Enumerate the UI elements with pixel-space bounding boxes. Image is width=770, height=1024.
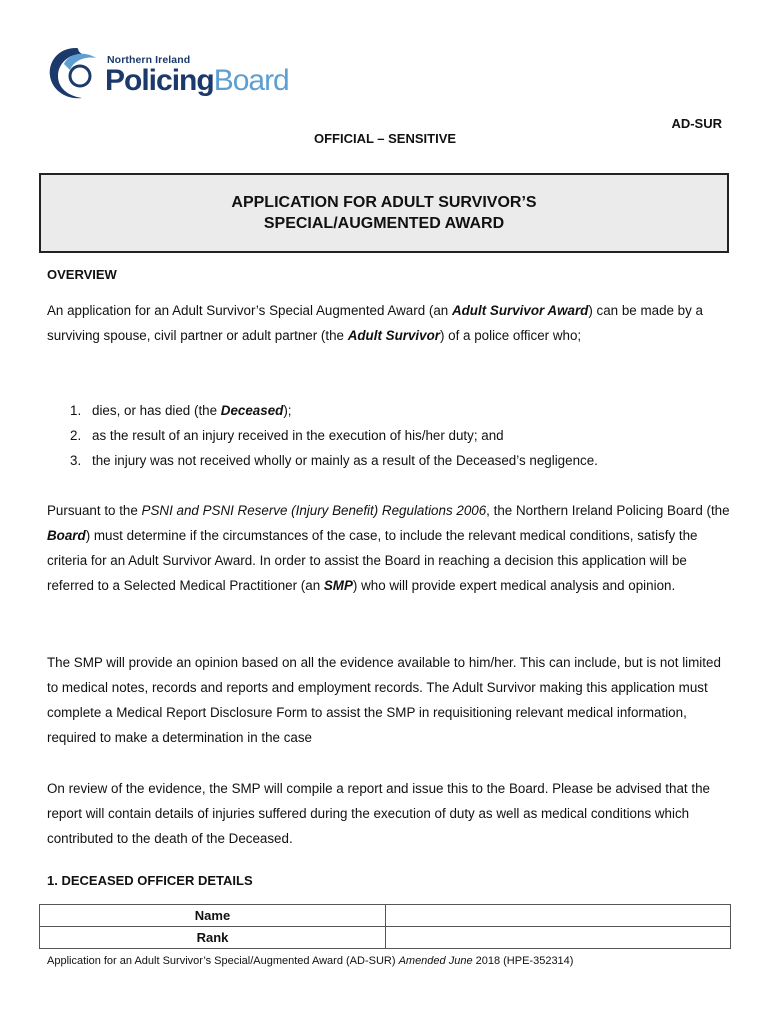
policing-board-logo [46,44,296,104]
security-classification: OFFICIAL – SENSITIVE [313,131,457,146]
form-title-box [39,173,729,253]
text-run: Pursuant to the [47,503,142,518]
overview-paragraph-3: The SMP will provide an opinion based on all the evidence available to him/her. This can include, but is not limited to medical notes, records and reports and employment records. The Adult Survivor making this application must complete a Medical Report Disclosure Form to assist the SMP in requisitioning relevant medical information, required to make a determination in the case [47,655,721,745]
form-title-line-2: SPECIAL/AUGMENTED AWARD [263,215,505,232]
defined-term-smp: SMP [323,578,353,593]
text-run: Application for an Adult Survivor’s Special/Augmented Award (AD-SUR) [47,955,399,967]
form-title-line-1: APPLICATION FOR ADULT SURVIVOR’S [231,194,537,211]
text-run: Amended June [398,955,473,967]
list-item [70,423,730,448]
list-number: 2. [70,428,82,443]
defined-term-deceased: Deceased [220,403,284,418]
defined-term-adult-survivor-award: Adult Survivor Award [451,303,589,318]
list-item [70,448,730,473]
overview-paragraph-1 [47,298,732,348]
defined-term-adult-survivor: Adult Survivor [347,328,440,343]
text-run: ); [283,403,292,418]
logo-word-policing: Policing [105,64,214,97]
text-run: ) of a police officer who; [439,328,582,343]
criteria-list [70,398,730,473]
table-row [40,927,731,949]
logo-wordmark [105,63,289,99]
deceased-officer-details-table [39,904,731,949]
list-number: 1. [70,403,82,418]
name-field[interactable] [386,905,731,927]
rank-label: Rank [40,927,386,949]
defined-term-board: Board [47,528,86,543]
text-run: An application for an Adult Survivor’s Special Augmented Award (an [47,303,452,318]
section-1-heading: 1. DECEASED OFFICER DETAILS [47,873,253,888]
table-row [40,905,731,927]
text-run: ) must determine if the circumstances of the case, to include the relevant medical conditions, satisfy the criteria for an Adult Survivor Award. In order to assist the Board in reaching a decision this application will be referred to a Selected Medical Practitioner (an [47,528,698,593]
name-label: Name [40,905,386,927]
list-number: 3. [70,453,82,468]
text-run: 2018 (HPE-352314) [472,955,574,967]
text-run: , the Northern Ireland Policing Board (the [486,503,730,518]
overview-heading: OVERVIEW [47,267,117,282]
overview-paragraph-2 [47,498,732,598]
logo-subtitle: Northern Ireland [107,54,191,66]
text-run: ) can be made by a surviving spouse, civil partner or adult partner (the [47,303,703,343]
logo-word-board: Board [213,64,289,97]
list-text: the injury was not received wholly or mainly as a result of the Deceased’s negligence. [92,453,598,468]
rank-field[interactable] [386,927,731,949]
text-run: dies, or has died (the [92,403,221,418]
overview-paragraph-4: On review of the evidence, the SMP will compile a report and issue this to the Board. Please be advised that the report will contain details of injuries suffered during the execution of duty as well as medical conditions which contributed to the death of the Deceased. [47,781,710,846]
list-text: as the result of an injury received in the execution of his/her duty; and [92,428,504,443]
list-item [70,398,730,423]
regulations-citation: PSNI and PSNI Reserve (Injury Benefit) Regulations 2006 [141,503,487,518]
text-run: ) who will provide expert medical analysis and opinion. [352,578,676,593]
form-reference: AD-SUR [671,116,722,131]
logo-swirl-icon [46,44,108,104]
page-footer [47,955,573,967]
